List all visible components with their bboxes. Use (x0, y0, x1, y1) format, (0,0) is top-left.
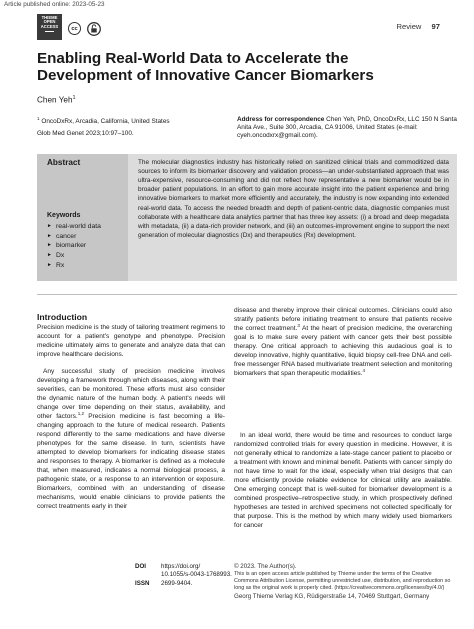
badge-underline (45, 31, 54, 32)
keyword-item[interactable]: ► cancer (47, 232, 101, 242)
page-number: 97 (431, 22, 440, 31)
journal-citation: Glob Med Genet 2023;10:97–100. (37, 130, 134, 137)
reference-sup[interactable]: 3 (297, 322, 300, 328)
affiliation-text: OncoDxRx, Arcadia, California, United States (41, 118, 170, 126)
body-text: disease and thereby improve their clinical outcomes. Clinicians could also stratify patients before initiating treatment to ensure that patients receive the correct treatment. (234, 307, 452, 332)
keyword-item[interactable]: ► biomarker (47, 241, 101, 251)
copyright-block (234, 563, 454, 601)
running-header (397, 22, 440, 31)
body-text: Precision medicine is fast becoming a life-changing approach to the future of medical research. Patients respond differently to the same medications and have diverse phenotypes for the same disease. In turn, scientists have attempted to develop biomarkers for indicating disease states and responses to therapy. A biomarker is defined as a molecule that, when measured, indicates a normal biological process, a pathogenic state, or a response to an intervention or exposure. Biomarkers, combined with an understanding of disease mechanisms, would enable clinicians to provide patients the correct treatments early in their (37, 412, 225, 510)
issn-value: 2699-9404. (161, 579, 193, 587)
article-title: Enabling Real-World Data to Accelerate the Development of Innovative Cancer Biomarkers (37, 50, 374, 85)
doi-block (135, 563, 232, 588)
author-sup: 1 (72, 95, 76, 101)
copyright-line: © 2023. The Author(s). (234, 563, 297, 570)
correspondence (237, 116, 457, 141)
issn-label: ISSN (135, 579, 150, 587)
publisher-address: Georg Thieme Verlag KG, Rüdigerstraße 14, 70469 Stuttgart, Germany (234, 592, 430, 600)
doi-value[interactable]: 10.1055/s-0043-1768993. (161, 571, 232, 579)
keywords-list (47, 222, 101, 271)
correspondence-label: Address for correspondence (237, 116, 325, 123)
body-paragraph: Precision medicine is the study of tailoring treatment regimens to account for a patient's genotype and phenotype. Precision medicine ultimately aims to generate and analyze data that can improve healthcare decisions. (37, 324, 225, 358)
body-paragraph: In an ideal world, there would be time and resources to conduct large randomized controlled trials for every question in medicine. However, it is not generally ethical to randomize a late-stage cancer patient to placebo or a treatment with known and minimal benefit. Patients with cancer simply do not have time to wait for the ideal, especially when trial designs that can more efficiently provide reliable evidence for clinical utility are available. One emerging concept that is well-suited for biomarker development is a combined prospective–retrospective study, in which prospectively defined hypotheses are tested in archived specimens not collected specifically for that purpose. This is the method by which many widely used biomarkers for cancer (234, 432, 452, 529)
divider (37, 294, 457, 295)
doi-label: DOI (135, 563, 147, 570)
body-paragraph (234, 307, 452, 379)
keyword-item[interactable]: ► real-world data (47, 222, 101, 232)
introduction-heading: Introduction (37, 312, 88, 322)
keywords-heading: Keywords (47, 212, 81, 219)
author-line (37, 95, 76, 105)
body-text: At the heart of precision medicine, the overarching goal is to make sure every patient with cancer gets their best possible therapy. One critical approach to achieving this audacious goal is to develop innovative, highly quantitative, liquid biopsy cell-free DNA and cell-free messenger RNA based multivariate treatment selection and monitoring biomarkers that span therapeutic modalities. (234, 324, 452, 377)
badge-line-2: OPEN (43, 19, 56, 25)
abstract-text: The molecular diagnostics industry has historically relied on sanitized clinical trials and commoditized data sources to inform its biomarker discovery and validation process—an under-substantiated approach that was ultra-expensive, resource-consuming and did not reflect how representative a new biomarker would be in broader patient populations. In an effort to gain more accurate insight into the patient experience and bring innovative biomarkers to market more efficiently and accurately, the industry is now expanding into extended real-world data. To access the needed breadth and depth of patient-centric data, diagnostic companies must collaborate with a healthcare data analytics partner that has three key assets: (i) a broad and deep megadata with metadata, (ii) a data-rich provider network, and (iii) an outcomes-improvement engine to support the next generation of molecular diagnostics (Dx) and therapeutics (Rx) development. (138, 159, 449, 239)
open-lock-icon (87, 22, 101, 36)
thieme-open-access-logo (37, 14, 62, 40)
section-label: Review (396, 22, 422, 31)
reference-sup[interactable]: 1,2 (77, 410, 84, 416)
keyword-item[interactable]: ► Rx (47, 261, 101, 271)
published-note: Article published online: 2023-05-23 (4, 1, 105, 8)
affiliation-sup: 1 (37, 116, 40, 121)
author-name: Chen Yeh (37, 95, 73, 105)
badge-line-3: ACCESS (40, 23, 59, 29)
abstract-heading: Abstract (47, 158, 81, 167)
reference-sup[interactable]: 4 (362, 367, 365, 373)
body-paragraph (37, 368, 225, 512)
creative-commons-icon: cc (68, 22, 81, 35)
body-text: Any successful study of precision medicine involves developing a framework through which diseases, along with their severities, can be monitored. These efforts must also consider the dynamic nature of the human body. A patient's needs will change over time depending on their status, availability, and other factors. (37, 368, 225, 420)
badge-line-1: THIEME (41, 15, 58, 20)
keyword-item[interactable]: ► Dx (47, 251, 101, 261)
doi-link[interactable]: https://doi.org/ (161, 563, 201, 570)
correspondence-text: Chen Yeh, PhD, OncoDxRx, LLC 150 N Santa Anita Ave., Suite 300, Arcadia, CA 91006, United States (e-mail: cyeh.oncodxrx@gmail.com). (237, 116, 457, 140)
license-text: This is an open access article published by Thieme under the terms of the Creative Commons Attribution License, permitting unrestricted use, distribution, and reproduction so long as the original work is properly cited. (https://creativecommons.org/licenses/by/4.0/) (234, 571, 451, 592)
affiliation (37, 116, 170, 125)
